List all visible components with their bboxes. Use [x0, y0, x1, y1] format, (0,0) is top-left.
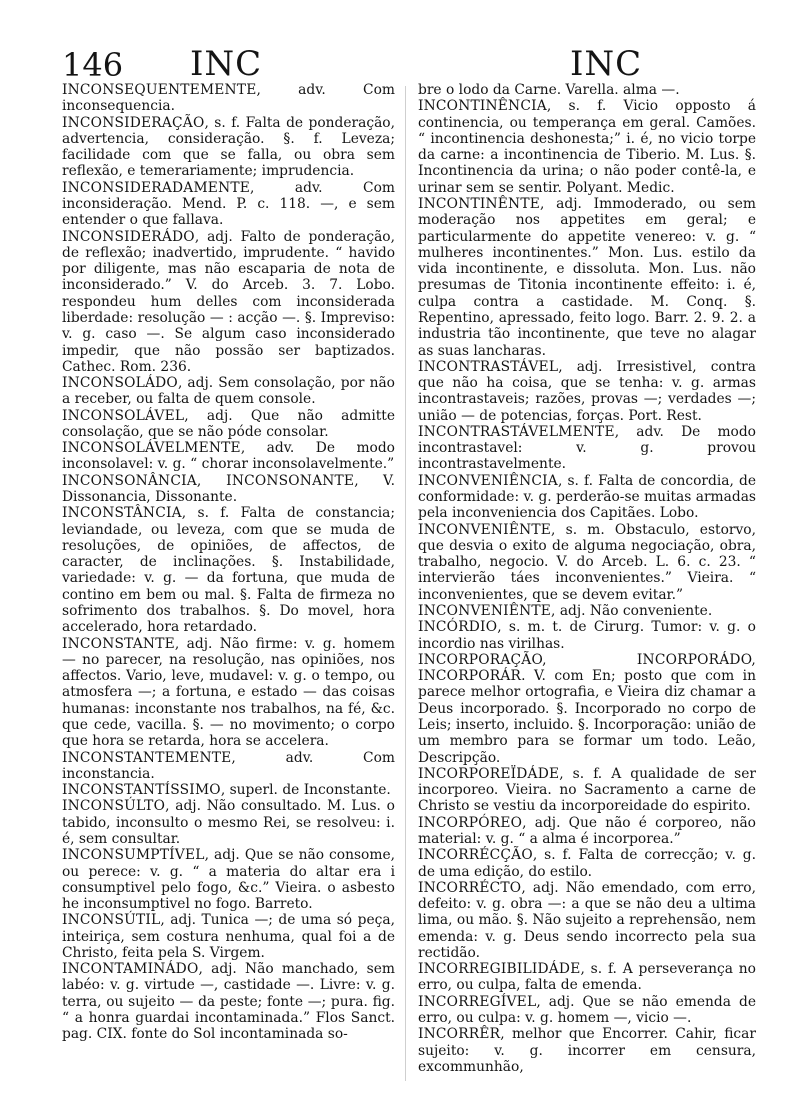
- entry-definition: , adj. Que não admitte consolação, que se não póde consolar.: [62, 407, 395, 440]
- entry-headword: INCORREGIBILIDÁDE: [418, 961, 581, 978]
- dictionary-entry: [418, 652, 756, 766]
- entry-headword: INCONVENIÊNTE: [418, 603, 552, 619]
- entry-definition: , s. f. A qualidade de ser incorporeo. Vieira. no Sacramento a carne de Christo se vestiu da incorporeidade do espirito.: [418, 765, 756, 815]
- entry-definition: , adj. Não firme: v. g. homem — no parecer, na resolução, nas opiniões, nos affectos. Vario, leve, mudavel: v. g. o tempo, ou atmosfera —; a fortuna, e estado — das coisas humanas: inconstante nos trabalhos, na fé, &c. que cede, vacilla. §. — no movimento; o corpo que hora se retarda, hora se accelera.: [62, 635, 395, 750]
- entry-headword: INCONSTANTEMENTE: [62, 749, 232, 766]
- dictionary-entry: [62, 912, 395, 961]
- entry-headword: INCONTINÊNCIA: [418, 98, 547, 115]
- entry-definition: , adv. De modo incontrastavel: v. g. provou incontrastavelmente.: [418, 423, 756, 473]
- entry-headword: INCORREGÍVEL: [418, 993, 537, 1010]
- entry-definition: , adj. Immoderado, ou sem moderação nos appetites em geral; e particularmente do appetite venereo: v. g. “ mulheres incontinentes.” Mon. Lus. estilo da vida incontinente, e dissoluta. Mon. Lus. não presumas de Titonia incontinente effeito: i. é, culpa contra a castidade. M. Conq. §. Repentino, apressado, feito logo. Barr. 2. 9. 2. a industria tão incontinente, que teve no alagar as suas lancharas.: [418, 195, 756, 359]
- dictionary-entry: [62, 115, 395, 180]
- entry-definition: , adv. Com inconsequencia.: [62, 82, 395, 115]
- entry-definition: , s. f. Falta de correcção; v. g. de uma edição, do estilo.: [418, 847, 756, 880]
- dictionary-entry: [418, 766, 756, 815]
- entry-headword: INCONSÚTIL: [62, 912, 161, 929]
- entry-headword: INCONSIDERÁDO: [62, 228, 195, 245]
- dictionary-entry: [418, 82, 756, 98]
- dictionary-entry: [418, 522, 756, 603]
- dictionary-entry: [418, 98, 756, 196]
- entry-headword: INCONSÚLTO: [62, 798, 166, 815]
- entry-headword: INCONSTANTE: [62, 635, 175, 652]
- entry-headword: INCONSTANTÍSSIMO: [62, 782, 221, 799]
- entry-definition: , adj. Que se não emenda de erro, ou culpa: v. g. homem —, vicio —.: [418, 993, 756, 1027]
- entry-headword: INCONVENIÊNCIA: [418, 472, 558, 489]
- entry-headword: INCORRÊR: [418, 1026, 501, 1043]
- entry-definition: , adj. Que não é corporeo, não material: v. g. “ a alma é incorporea.”: [418, 814, 756, 847]
- entry-definition: , adj. Não consultado. M. Lus. o tabido, inconsulto o mesmo Rei, se resolveu: i. é, sem consultar.: [62, 798, 395, 847]
- column-divider: [405, 86, 406, 1081]
- entry-definition: , s. f. Falta de ponderação, advertencia, consideração. §. f. Leveza; facilidade com que se falla, ou obra sem reflexão, e temerariamente; imprudencia.: [62, 114, 395, 180]
- dictionary-entry: [62, 961, 395, 1042]
- dictionary-entry: [62, 750, 395, 783]
- entry-definition: , s. f. A perseverança no erro, ou culpa, falta de emenda.: [418, 961, 756, 994]
- dictionary-entry: [62, 229, 395, 376]
- dictionary-entry: [418, 424, 756, 473]
- entry-headword: INCONSOLÁVELMENTE: [62, 440, 241, 457]
- entry-headword: INCONVENIÊNTE: [418, 521, 552, 538]
- entry-headword: INCONTRASTÁVELMENTE: [418, 423, 615, 440]
- entry-definition: , adv. Com inconsideração. Mend. P. c. 118. —, e sem entender o que fallava.: [62, 179, 395, 229]
- entry-headword: INCONSONÂNCIA, INCONSONANTE: [62, 472, 355, 489]
- entry-headword: INCONSIDERAÇÃO: [62, 114, 205, 131]
- entry-definition: bre o lodo da Carne. Varella. alma —.: [418, 82, 680, 98]
- entry-headword: INCORPOREÏDÁDE: [418, 765, 560, 782]
- dictionary-entry: [418, 880, 756, 961]
- entry-headword: INCONSEQUENTEMENTE: [62, 82, 257, 98]
- entry-definition: , s. f. Vicio opposto á continencia, ou temperança em geral. Camões. “ incontinencia deshonesta;” i. é, no vicio torpe da carne: a incontinencia de Tiberio. M. Lus. §. Incontinencia da urina; o não poder contê-la, e urinar sem se sentir. Polyant. Medic.: [418, 98, 756, 196]
- dictionary-entry: [62, 782, 395, 798]
- dictionary-entry: [62, 82, 395, 115]
- dictionary-entry: [418, 994, 756, 1027]
- right-running-head: INC: [570, 44, 643, 84]
- entry-definition: , adv. De modo inconsolavel: v. g. “ chorar inconsolavelmente.”: [62, 440, 395, 473]
- entry-headword: INCONSUMPTÍVEL: [62, 847, 205, 864]
- dictionary-entry: [418, 1026, 756, 1075]
- entry-headword: INCONTRASTÁVEL: [418, 358, 559, 375]
- dictionary-entry: [62, 798, 395, 847]
- dictionary-entry: [62, 505, 395, 635]
- entry-definition: , adj. Sem consolação, por não a receber, ou falta de quem console.: [62, 375, 395, 408]
- entry-definition: , adj. Tunica —; de uma só peça, inteiriça, sem costura nenhuma, qual foi a de Christo, feita pela S. Virgem.: [62, 912, 395, 961]
- entry-headword: INCORRÉCTO: [418, 879, 522, 896]
- dictionary-entry: [418, 603, 756, 619]
- dictionary-entry: [62, 473, 395, 506]
- entry-headword: INCONTINÊNTE: [418, 195, 541, 212]
- entry-definition: , melhor que Encorrer. Cahir, ficar sujeito: v. g. incorrer em censura, excommunhão,: [418, 1026, 756, 1075]
- entry-definition: , s. f. Falta de constancia; leviandade, ou leveza, com que se muda de resoluções, de opiniões, de affectos, de caracter, de inclinações. §. Instabilidade, variedade: v. g. — da fortuna, que muda de contino em bem ou mal. §. Falta de firmeza no sofrimento dos trabalhos. §. Do movel, hora accelerado, hora retardado.: [62, 505, 395, 636]
- dictionary-entry: [418, 847, 756, 880]
- entry-definition: , adj. Irresistivel, contra que não ha coisa, que se tenha: v. g. armas incontrastaveis; razões, provas —; verdades —; união — de potencias, forças. Port. Rest.: [418, 358, 756, 424]
- entry-headword: INCORPORAÇÃO, INCORPORÁDO, INCORPORÁR: [418, 651, 756, 685]
- entry-definition: , adj. Não conveniente.: [551, 603, 713, 619]
- dictionary-entry: [62, 180, 395, 229]
- entry-headword: INCORRÉCÇÃO: [418, 847, 533, 864]
- left-column: [62, 82, 395, 1043]
- entry-definition: , adj. Falto de ponderação, de reflexão; inadvertido, imprudente. “ havido por diligente, mas não escaparia de nota de inconsiderado.” V. do Arceb. 3. 7. Lobo. respondeu hum delles com inconsiderada liberdade: resolução — : acção —. §. Impreviso: v. g. caso —. Se algum caso inconsiderado impedir, que não possão ser baptizados. Cathec. Rom. 236.: [62, 228, 395, 375]
- dictionary-entry: [418, 196, 756, 359]
- entry-headword: INCONTAMINÁDO: [62, 961, 199, 978]
- entry-definition: , adv. Com inconstancia.: [62, 749, 395, 782]
- entry-definition: , superl. de Inconstante.: [220, 782, 391, 799]
- dictionary-entry: [418, 359, 756, 424]
- entry-definition: . V. com En; posto que com in parece melhor ortografia, e Vieira diz chamar a Deus incorporado. §. Incorporado no corpo de Leis; inserto, incluido. §. Incorporação: união de um membro para se formar um todo. Leão, Descripção.: [418, 668, 757, 766]
- entry-definition: , s. f. Falta de concordia, de conformidade: v. g. perderão-se muitas armadas pela inconveniencia dos Capitães. Lobo.: [418, 472, 756, 522]
- page-number: 146: [62, 46, 124, 84]
- entry-headword: INCONSIDERADAMENTE: [62, 179, 251, 196]
- dictionary-entry: [62, 408, 395, 441]
- entry-headword: INCONSOLÁDO: [62, 375, 178, 392]
- entry-definition: , s. m. t. de Cirurg. Tumor: v. g. o incordio nas virilhas.: [418, 619, 756, 652]
- dictionary-entry: [418, 961, 756, 994]
- page-header: [0, 38, 809, 88]
- left-running-head: INC: [190, 44, 263, 84]
- dictionary-entry: [62, 440, 395, 473]
- entry-headword: INCONSOLÁVEL: [62, 407, 185, 424]
- right-column: [418, 82, 756, 1075]
- dictionary-entry: [418, 473, 756, 522]
- entry-definition: , s. m. Obstaculo, estorvo, que desvia o exito de alguma negociação, obra, trabalho, negocio. V. do Arceb. L. 6. c. 23. “ intervierão táes inconvenientes.” Vieira. “ inconvenientes, que se devem evitar.”: [418, 521, 756, 603]
- entry-definition: , adj. Que se não consome, ou perece: v. g. “ a materia do altar era i consumptivel pelo fogo, &c.” Vieira. o asbesto he inconsumptivel no fogo. Barreto.: [62, 847, 395, 913]
- entry-headword: INCÓRDIO: [418, 619, 498, 636]
- dictionary-entry: [62, 847, 395, 912]
- dictionary-entry: [418, 619, 756, 652]
- dictionary-entry: [418, 815, 756, 848]
- entry-headword: INCORPÓREO: [418, 814, 523, 831]
- entry-headword: INCONSTÂNCIA: [62, 505, 182, 522]
- entry-definition: , V. Dissonancia, Dissonante.: [62, 472, 395, 506]
- entry-definition: , adj. Não emendado, com erro, defeito: v. g. obra —: a que se não deu a ultima lima, ou mão. §. Não sujeito a reprehensão, nem emenda: v. g. Deus sendo incorrecto pela sua rectidão.: [418, 879, 756, 961]
- entry-definition: , adj. Não manchado, sem labéo: v. g. virtude —, castidade —. Livre: v. g. terra, ou sujeito — da peste; fonte —; pura. fig. “ a honra guardai incontaminada.” Flos Sanct. pag. CIX. fonte do Sol incontaminada so-: [62, 961, 395, 1043]
- dictionary-entry: [62, 375, 395, 408]
- dictionary-entry: [62, 636, 395, 750]
